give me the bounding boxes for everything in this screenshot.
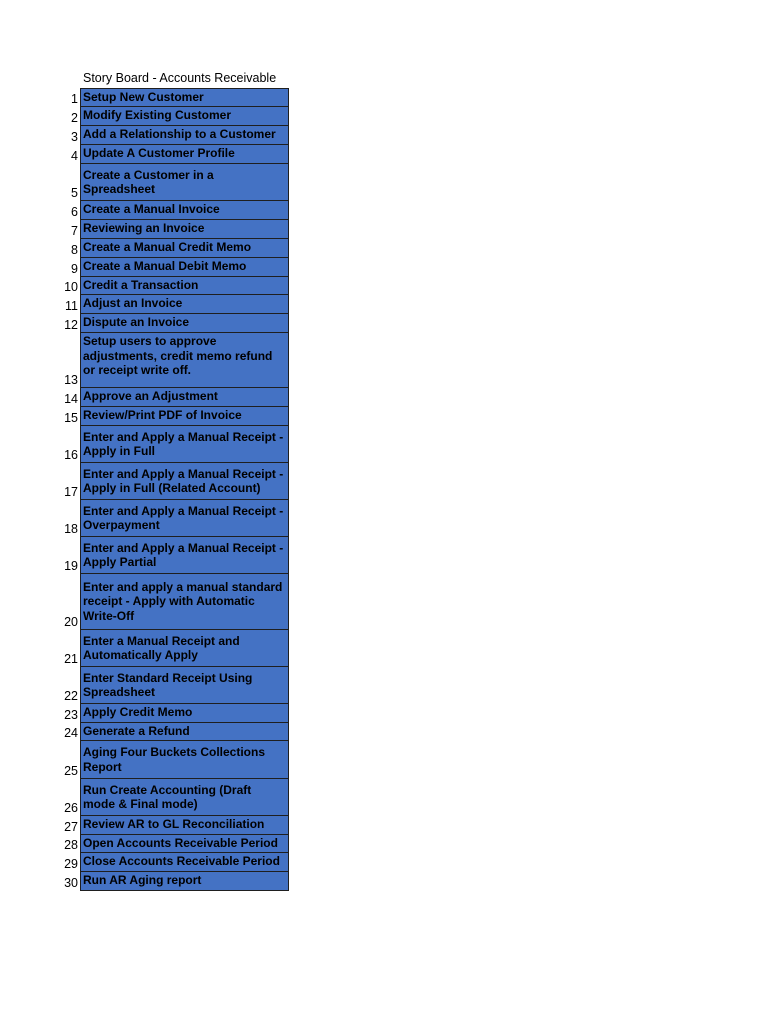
story-board-list <box>58 88 289 891</box>
table-row <box>58 872 289 891</box>
story-cell[interactable] <box>80 741 289 779</box>
story-text: Setup users to approve adjustments, credit memo refund or receipt write off. <box>83 334 273 377</box>
story-text: Enter and Apply a Manual Receipt - Apply in Full <box>83 429 284 458</box>
story-text: Apply Credit Memo <box>83 705 193 719</box>
table-row <box>58 126 289 145</box>
row-number: 18 <box>64 522 78 536</box>
story-cell[interactable] <box>80 164 289 201</box>
story-text: Enter and Apply a Manual Receipt - Overpayment <box>83 503 284 532</box>
table-row <box>58 723 289 741</box>
story-cell[interactable] <box>80 779 289 816</box>
table-row <box>58 333 289 388</box>
story-cell[interactable] <box>80 88 289 107</box>
table-row <box>58 295 289 314</box>
row-number: 8 <box>71 243 78 257</box>
row-number: 3 <box>71 130 78 144</box>
story-text: Add a Relationship to a Customer <box>83 127 276 141</box>
row-number: 26 <box>64 801 78 815</box>
story-cell[interactable] <box>80 333 289 388</box>
story-cell[interactable] <box>80 463 289 500</box>
table-row <box>58 574 289 630</box>
row-number: 29 <box>64 857 78 871</box>
story-text: Create a Manual Debit Memo <box>83 259 247 273</box>
story-text: Close Accounts Receivable Period <box>83 854 280 868</box>
row-number: 10 <box>64 280 78 294</box>
story-text: Enter a Manual Receipt and Automatically Apply <box>83 633 240 662</box>
table-row <box>58 835 289 853</box>
story-text: Generate a Refund <box>83 724 190 738</box>
story-text: Create a Manual Credit Memo <box>83 240 252 254</box>
table-row <box>58 201 289 220</box>
table-row <box>58 277 289 295</box>
story-cell[interactable] <box>80 145 289 164</box>
story-text: Run Create Accounting (Draft mode & Final mode) <box>83 782 252 811</box>
story-text: Enter and apply a manual standard receipt - Apply with Automatic Write-Off <box>83 579 283 623</box>
story-cell[interactable] <box>80 258 289 277</box>
story-cell[interactable] <box>80 853 289 872</box>
story-cell[interactable] <box>80 872 289 891</box>
story-cell[interactable] <box>80 126 289 145</box>
row-number: 4 <box>71 149 78 163</box>
row-number: 28 <box>64 838 78 852</box>
table-row <box>58 258 289 277</box>
row-number: 15 <box>64 411 78 425</box>
story-text: Credit a Transaction <box>83 278 199 292</box>
row-number: 5 <box>71 186 78 200</box>
table-row <box>58 667 289 704</box>
story-cell[interactable] <box>80 723 289 741</box>
story-text: Reviewing an Invoice <box>83 221 205 235</box>
table-row <box>58 537 289 574</box>
table-row <box>58 779 289 816</box>
story-text: Approve an Adjustment <box>83 389 218 403</box>
story-cell[interactable] <box>80 314 289 333</box>
story-text: Create a Manual Invoice <box>83 202 220 216</box>
row-number: 21 <box>64 652 78 666</box>
table-row <box>58 107 289 126</box>
table-row <box>58 463 289 500</box>
story-text: Update A Customer Profile <box>83 146 235 160</box>
story-cell[interactable] <box>80 835 289 853</box>
story-text: Dispute an Invoice <box>83 315 190 329</box>
story-cell[interactable] <box>80 220 289 239</box>
table-row <box>58 88 289 107</box>
row-number: 16 <box>64 448 78 462</box>
row-number: 2 <box>71 111 78 125</box>
row-number: 17 <box>64 485 78 499</box>
table-row <box>58 426 289 463</box>
story-cell[interactable] <box>80 388 289 407</box>
story-text: Review/Print PDF of Invoice <box>83 408 242 422</box>
row-number: 14 <box>64 392 78 406</box>
story-cell[interactable] <box>80 630 289 667</box>
row-number: 24 <box>64 726 78 740</box>
story-cell[interactable] <box>80 704 289 723</box>
row-number: 6 <box>71 205 78 219</box>
table-row <box>58 741 289 779</box>
story-cell[interactable] <box>80 816 289 835</box>
row-number: 20 <box>64 615 78 629</box>
table-row <box>58 164 289 201</box>
story-text: Adjust an Invoice <box>83 296 183 310</box>
table-row <box>58 704 289 723</box>
table-row <box>58 500 289 537</box>
story-cell[interactable] <box>80 574 289 630</box>
story-cell[interactable] <box>80 107 289 126</box>
story-cell[interactable] <box>80 407 289 426</box>
story-text: Enter Standard Receipt Using Spreadsheet <box>83 670 253 699</box>
row-number: 9 <box>71 262 78 276</box>
row-number: 13 <box>64 373 78 387</box>
row-number: 25 <box>64 764 78 778</box>
story-cell[interactable] <box>80 500 289 537</box>
story-text: Create a Customer in a Spreadsheet <box>83 167 214 196</box>
row-number: 30 <box>64 876 78 890</box>
story-text: Enter and Apply a Manual Receipt - Apply in Full (Related Account) <box>83 466 284 495</box>
story-cell[interactable] <box>80 277 289 295</box>
table-row <box>58 816 289 835</box>
table-row <box>58 220 289 239</box>
table-row <box>58 630 289 667</box>
story-text: Run AR Aging report <box>83 873 202 887</box>
table-row <box>58 388 289 407</box>
row-number: 22 <box>64 689 78 703</box>
story-text: Aging Four Buckets Collections Report <box>83 745 266 774</box>
table-row <box>58 314 289 333</box>
table-row <box>58 239 289 258</box>
sheet-title: Story Board - Accounts Receivable <box>83 71 277 85</box>
story-text: Setup New Customer <box>83 90 204 104</box>
table-row <box>58 145 289 164</box>
story-text: Modify Existing Customer <box>83 108 232 122</box>
story-cell[interactable] <box>80 426 289 463</box>
row-number: 23 <box>64 708 78 722</box>
table-row <box>58 853 289 872</box>
row-number: 19 <box>64 559 78 573</box>
story-cell[interactable] <box>80 201 289 220</box>
story-text: Review AR to GL Reconciliation <box>83 817 265 831</box>
story-text: Open Accounts Receivable Period <box>83 836 278 850</box>
row-number: 27 <box>64 820 78 834</box>
story-cell[interactable] <box>80 667 289 704</box>
row-number: 7 <box>71 224 78 238</box>
table-row <box>58 407 289 426</box>
story-cell[interactable] <box>80 239 289 258</box>
row-number: 1 <box>71 92 78 106</box>
row-number: 12 <box>64 318 78 332</box>
story-cell[interactable] <box>80 295 289 314</box>
row-number: 11 <box>65 299 78 313</box>
story-text: Enter and Apply a Manual Receipt - Apply Partial <box>83 540 284 569</box>
story-cell[interactable] <box>80 537 289 574</box>
